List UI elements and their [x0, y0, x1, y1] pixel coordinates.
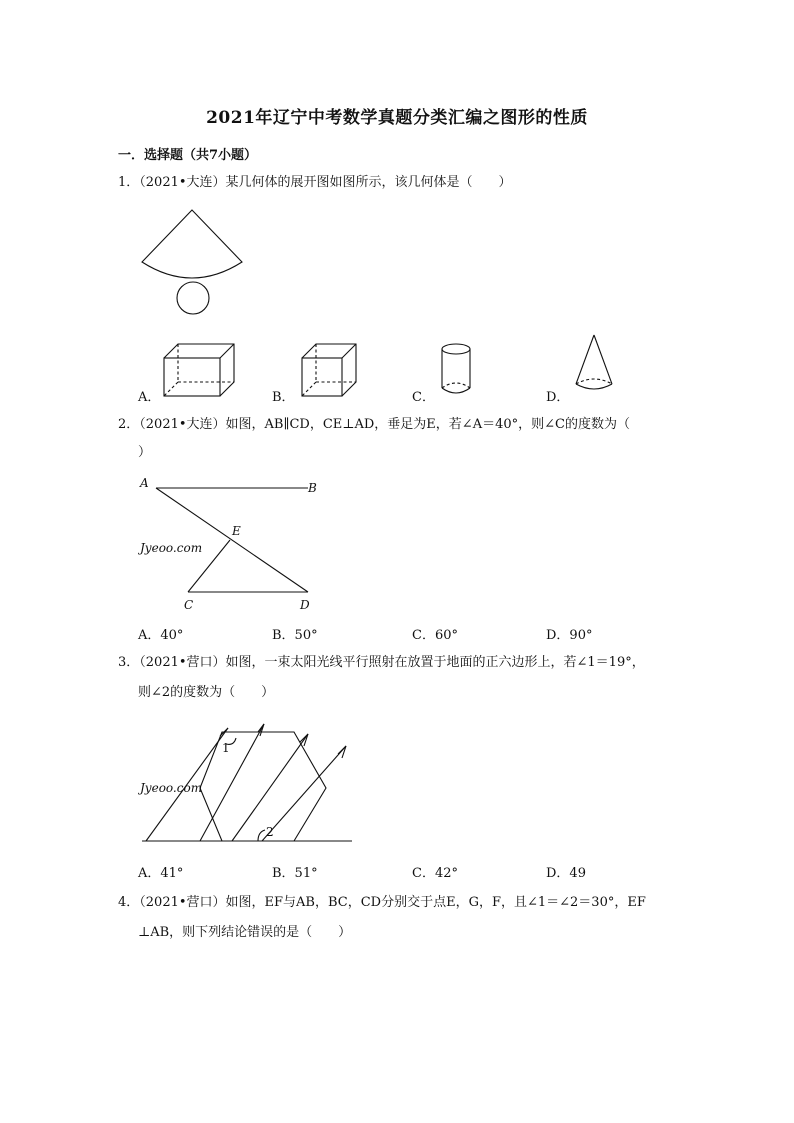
q3-option-b[interactable]: B．51°: [272, 866, 318, 881]
q1-net-figure: [136, 210, 248, 320]
q3-figure: [140, 718, 356, 846]
question-2-text: 2．（2021•大连）如图，AB∥CD，CE⊥AD，垂足为E，若∠A＝40°，则∠C的度数为（: [118, 417, 630, 432]
q1-option-b[interactable]: B．: [272, 390, 295, 405]
q1-option-b-cube-figure: [298, 342, 360, 398]
question-4-text-cont: ⊥AB，则下列结论错误的是（ ）: [138, 925, 352, 940]
q1-sector: [142, 210, 242, 278]
segment-ad: [156, 488, 308, 592]
q2-option-c[interactable]: C．60°: [412, 628, 458, 643]
q2-option-b[interactable]: B．50°: [272, 628, 318, 643]
q1-circle-base: [177, 282, 209, 314]
light-ray-3-arrow: [338, 746, 346, 758]
q3-option-a[interactable]: A．41°: [138, 866, 184, 881]
label-e: E: [232, 524, 241, 538]
section-heading: 一．选择题（共7小题）: [118, 148, 258, 163]
label-angle-1: 1: [222, 741, 230, 755]
hexagon: [200, 732, 326, 841]
question-2-text-cont: ）: [138, 445, 152, 460]
q2-figure: [136, 472, 336, 614]
label-angle-2: 2: [266, 825, 274, 839]
question-3-text: 3．（2021•营口）如图，一束太阳光线平行照射在放置于地面的正六边形上，若∠1＝19°，: [118, 655, 645, 670]
q2-option-a[interactable]: A．40°: [138, 628, 184, 643]
label-a: A: [140, 476, 149, 490]
q1-option-c-cylinder-figure: [436, 340, 478, 398]
q2-option-d[interactable]: D．90°: [546, 628, 593, 643]
question-3-text-cont: 则∠2的度数为（ ）: [138, 685, 275, 700]
page-title: 2021年辽宁中考数学真题分类汇编之图形的性质: [206, 108, 588, 128]
label-d: D: [300, 598, 310, 612]
watermark: Jyeoo.com: [140, 781, 203, 795]
light-ray-1: [200, 724, 264, 841]
q3-option-c[interactable]: C．42°: [412, 866, 458, 881]
light-ray-3: [262, 746, 346, 841]
cube-front-face: [164, 358, 220, 396]
q1-option-a[interactable]: A．: [138, 390, 161, 405]
label-c: C: [184, 598, 194, 612]
question-4-text: 4．（2021•营口）如图，EF与AB，BC，CD分别交于点E，G，F，且∠1＝∠2＝30°，EF: [118, 895, 646, 910]
watermark: Jyeoo.com: [140, 541, 203, 555]
q1-option-a-cube-figure: [160, 338, 246, 398]
q3-option-d[interactable]: D．49: [546, 866, 586, 881]
q1-option-d-cone-figure: [572, 332, 618, 396]
q1-option-d[interactable]: D．: [546, 390, 570, 405]
question-1-text: 1．（2021•大连）某几何体的展开图如图所示，该几何体是（ ）: [118, 175, 512, 190]
q1-option-c[interactable]: C．: [412, 390, 435, 405]
label-b: B: [308, 481, 317, 495]
